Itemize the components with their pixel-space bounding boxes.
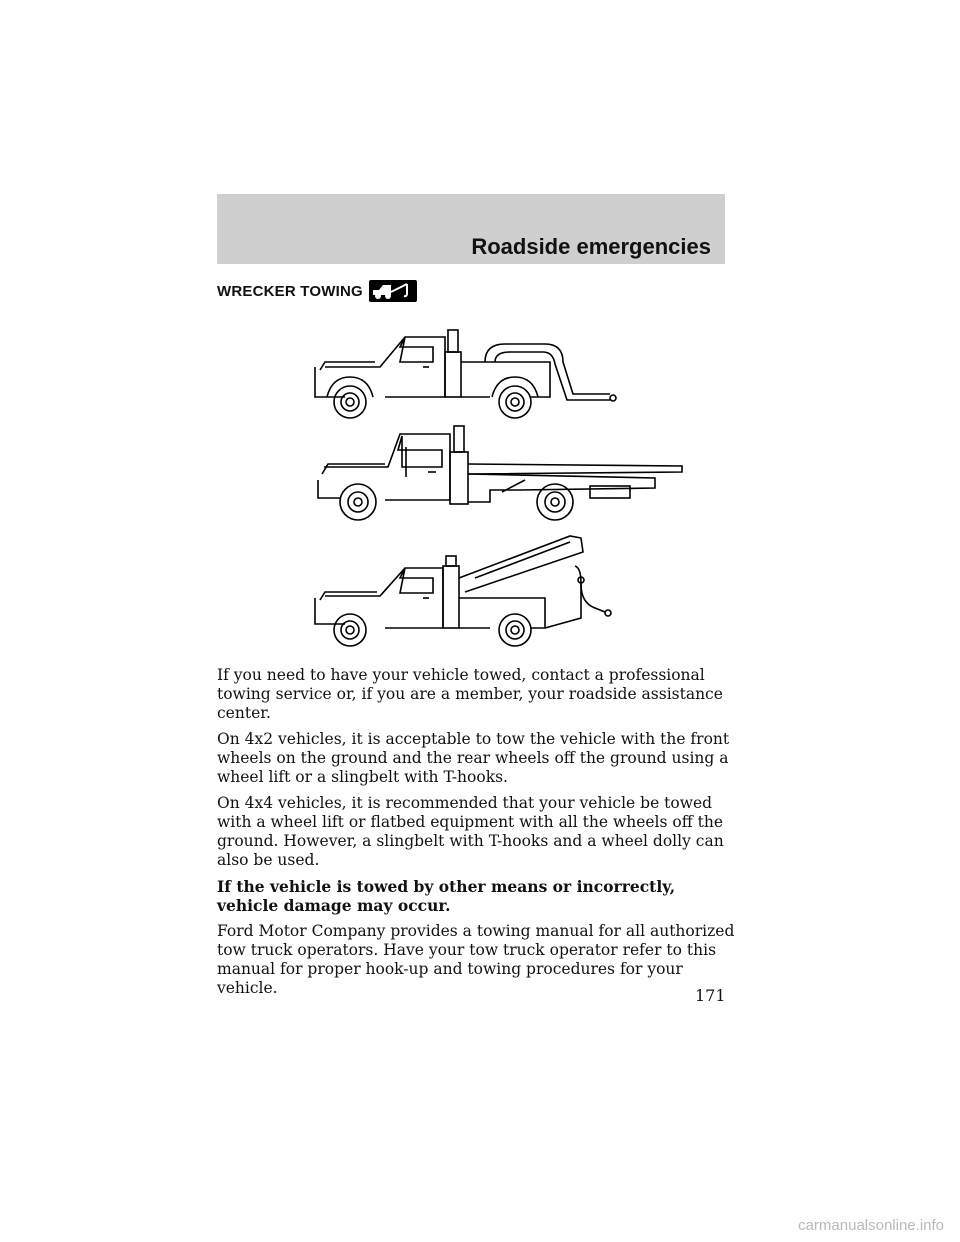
paragraph-warning: If the vehicle is towed by other means or incorrectly, vehicle damage may occur.: [217, 877, 676, 915]
tow-truck-icon: [369, 280, 417, 302]
paragraph-towing-manual: Ford Motor Company provides a towing manual for all authorized tow truck operators. Have your tow truck operator refer to this manual for proper hook-up and towing procedures for your vehicle.: [217, 922, 735, 997]
paragraph-4x4: On 4x4 vehicles, it is recommended that your vehicle be towed with a wheel lift or flatbed equipment with all the wheels off the ground. However, a slingbelt with T-hooks and a wheel dolly can also be used.: [217, 794, 724, 869]
watermark: carmanualsonline.info: [798, 1217, 944, 1234]
wheel-lift-tow-truck: [305, 322, 625, 422]
body-text: [217, 666, 737, 1005]
boom-hook-tow-truck: [305, 528, 625, 650]
chapter-header: [217, 194, 725, 264]
chapter-title: Roadside emergencies: [471, 234, 711, 259]
flatbed-tow-truck: [310, 422, 690, 524]
page-number: 171: [695, 986, 726, 1005]
section-heading-text: WRECKER TOWING: [217, 282, 363, 300]
section-heading: [217, 280, 417, 302]
paragraph-tow-contact: If you need to have your vehicle towed, contact a professional towing service or, if you are a member, your roadside assistance center.: [217, 666, 723, 722]
paragraph-4x2: On 4x2 vehicles, it is acceptable to tow the vehicle with the front wheels on the ground and the rear wheels off the ground using a wheel lift or a slingbelt with T-hooks.: [217, 730, 730, 786]
